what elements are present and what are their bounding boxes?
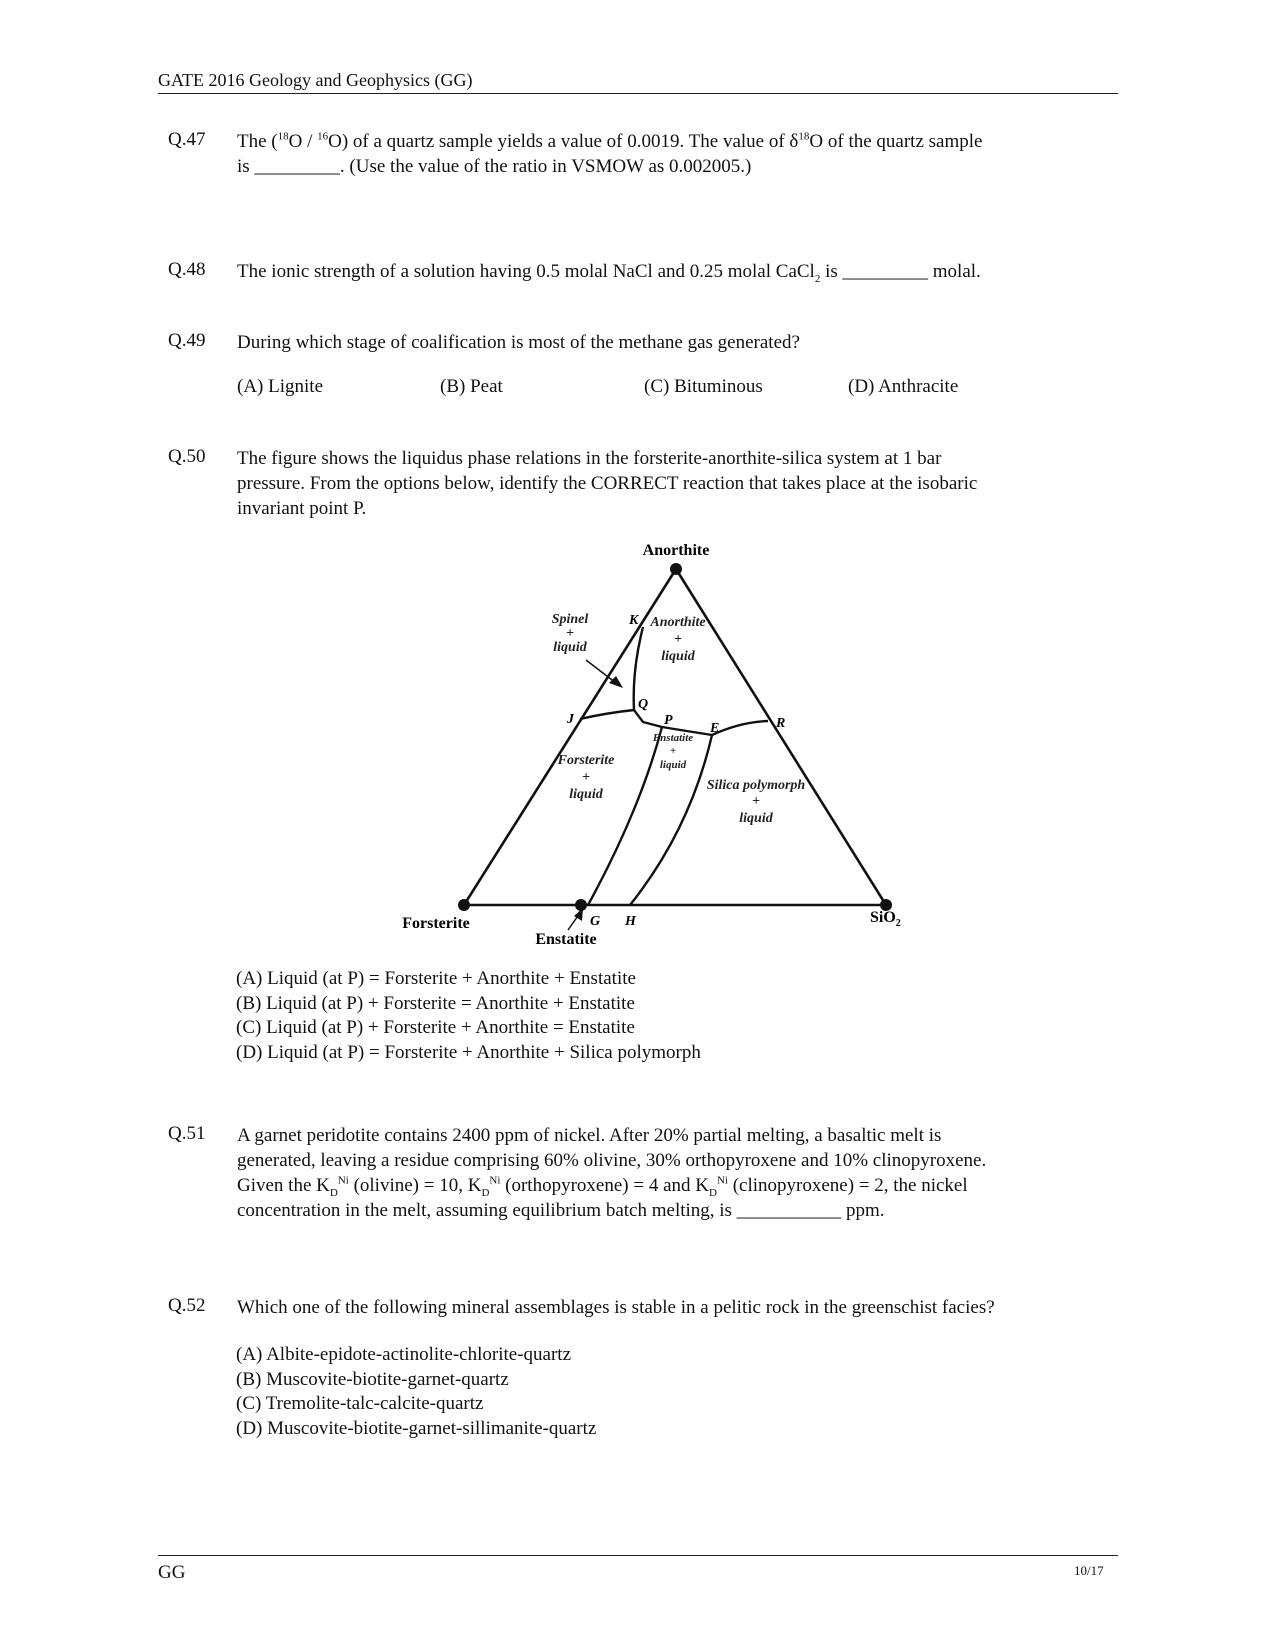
field-spinel-l1: Spinel (551, 612, 589, 627)
field-forsterite-l2: + (582, 770, 590, 785)
text-run: The ( (237, 131, 278, 152)
field-enstatite-l3: liquid (659, 759, 687, 771)
enstatite-point (575, 899, 587, 911)
boundary-q-p (634, 710, 662, 727)
text-run: (orthopyroxene) = 4 and K (500, 1175, 709, 1196)
question-47-line1 (237, 129, 1117, 154)
option-c: (C) Tremolite-talc-calcite-quartz (236, 1393, 484, 1414)
field-spinel-l3: liquid (553, 640, 587, 655)
option-d: (D) Muscovite-biotite-garnet-sillimanite-quartz (236, 1417, 597, 1439)
question-49-text: During which stage of coalification is most of the methane gas generated? (237, 332, 800, 353)
question-47-text (237, 129, 1117, 179)
superscript: 16 (317, 130, 329, 143)
question-50-line3: invariant point P. (237, 498, 367, 519)
field-forsterite-l3: liquid (569, 787, 603, 802)
anorthite-point (670, 563, 682, 575)
question-51-text (237, 1123, 1117, 1223)
text-run: O of the quartz sample (809, 131, 983, 152)
apex-label-anorthite: Anorthite (642, 542, 710, 559)
question-number: Q.50 (168, 446, 206, 467)
question-47-line2: is _________. (Use the value of the ratio in VSMOW as 0.002005.) (237, 156, 752, 177)
field-enstatite-l1: Enstatite (652, 732, 694, 744)
text-run: The ionic strength of a solution having 0.5 molal NaCl and 0.25 molal CaCl (237, 261, 815, 282)
point-label-q: Q (638, 697, 649, 712)
text-run: Given the K (237, 1175, 330, 1196)
point-label-p: P (664, 713, 673, 728)
question-48-text (237, 259, 1137, 284)
subscript: D (708, 1186, 717, 1199)
question-number: Q.49 (168, 330, 206, 351)
field-anorthite-l2: + (674, 632, 682, 647)
question-number: Q.47 (168, 129, 206, 150)
text-run: O / (288, 131, 318, 152)
field-silica-l3: liquid (739, 811, 773, 826)
field-label-forsterite (557, 753, 615, 802)
superscript: 18 (798, 130, 810, 143)
question-50-options (236, 967, 701, 1065)
point-label-g: G (590, 914, 601, 929)
subscript: D (329, 1186, 338, 1199)
option-c: (C) Bituminous (644, 376, 763, 397)
boundary-j-q (580, 710, 634, 719)
page-header-title: GATE 2016 Geology and Geophysics (GG) (158, 70, 473, 90)
question-51-line2: generated, leaving a residue comprising 60% olivine, 30% orthopyroxene and 10% clinopyroxene. (237, 1150, 987, 1171)
question-52-text: Which one of the following mineral assemblages is stable in a pelitic rock in the greenschist facies? (237, 1297, 995, 1318)
text-run: (olivine) = 10, K (348, 1175, 482, 1196)
option-b: (B) Liquid (at P) + Forsterite = Anorthite + Enstatite (236, 992, 635, 1014)
question-50-text (237, 446, 1117, 521)
footer-subject-code: GG (158, 1562, 186, 1583)
spinel-arrow-head (609, 676, 623, 688)
footer-rule (158, 1555, 1118, 1556)
subscript: 2 (814, 272, 821, 285)
apex-label-sio2 (870, 909, 901, 929)
superscript: 18 (277, 130, 289, 143)
field-enstatite-l2: + (669, 745, 677, 757)
question-51-line4: concentration in the melt, assuming equilibrium batch melting, is ___________ ppm. (237, 1200, 885, 1221)
field-label-enstatite (652, 732, 693, 771)
field-silica-l2: + (752, 794, 760, 809)
option-a: (A) Liquid (at P) = Forsterite + Anorthite + Enstatite (236, 968, 636, 989)
point-label-k: K (629, 613, 639, 628)
superscript: Ni (489, 1174, 501, 1187)
ternary-phase-diagram (400, 530, 920, 960)
point-label-e: E (710, 721, 720, 736)
point-label-h: H (625, 914, 636, 929)
text-run: O) of a quartz sample yields a value of 0.0019. The value of δ (328, 131, 799, 152)
option-b: (B) Muscovite-biotite-garnet-quartz (236, 1368, 509, 1390)
option-b: (B) Peat (440, 376, 503, 397)
question-52-options (236, 1343, 596, 1441)
point-label-r: R (776, 716, 786, 731)
question-number: Q.51 (168, 1123, 206, 1144)
apex-label-forsterite: Forsterite (402, 915, 470, 932)
superscript: Ni (716, 1174, 728, 1187)
page-number: 10/17 (1074, 1563, 1104, 1578)
field-spinel-l2: + (566, 626, 574, 641)
option-a: (A) Lignite (237, 376, 324, 397)
superscript: Ni (337, 1174, 349, 1187)
point-label-j: J (567, 712, 574, 727)
question-number: Q.52 (168, 1295, 206, 1316)
boundary-e-r (712, 721, 768, 735)
field-forsterite-l1: Forsterite (557, 753, 615, 768)
field-anorthite-l1: Anorthite (650, 615, 706, 630)
question-50-line1: The figure shows the liquidus phase relations in the forsterite-anorthite-silica system at 1 bar (237, 448, 942, 469)
forsterite-point (458, 899, 470, 911)
subscript: D (481, 1186, 490, 1199)
enstatite-composition-label: Enstatite (535, 931, 597, 948)
option-c: (C) Liquid (at P) + Forsterite + Anorthite = Enstatite (236, 1017, 635, 1038)
sio2-subscript: 2 (895, 918, 901, 929)
option-d: (D) Liquid (at P) = Forsterite + Anorthite + Silica polymorph (236, 1041, 701, 1063)
field-label-silica (707, 778, 806, 826)
sio2-main: SiO (870, 909, 896, 926)
question-50-line2: pressure. From the options below, identify the CORRECT reaction that takes place at the isobaric (237, 473, 978, 494)
text-run: is _________ molal. (820, 261, 981, 282)
question-number: Q.48 (168, 259, 206, 280)
field-label-spinel (552, 612, 589, 655)
option-d: (D) Anthracite (848, 376, 959, 397)
field-anorthite-l3: liquid (661, 649, 695, 664)
text-run: (clinopyroxene) = 2, the nickel (727, 1175, 968, 1196)
option-a: (A) Albite-epidote-actinolite-chlorite-quartz (236, 1344, 571, 1365)
header-rule (158, 93, 1118, 94)
field-label-anorthite (649, 615, 705, 664)
question-51-line1: A garnet peridotite contains 2400 ppm of nickel. After 20% partial melting, a basaltic melt is (237, 1125, 942, 1146)
question-51-line3 (237, 1173, 1117, 1198)
field-silica-l1: Silica polymorph (706, 778, 806, 793)
